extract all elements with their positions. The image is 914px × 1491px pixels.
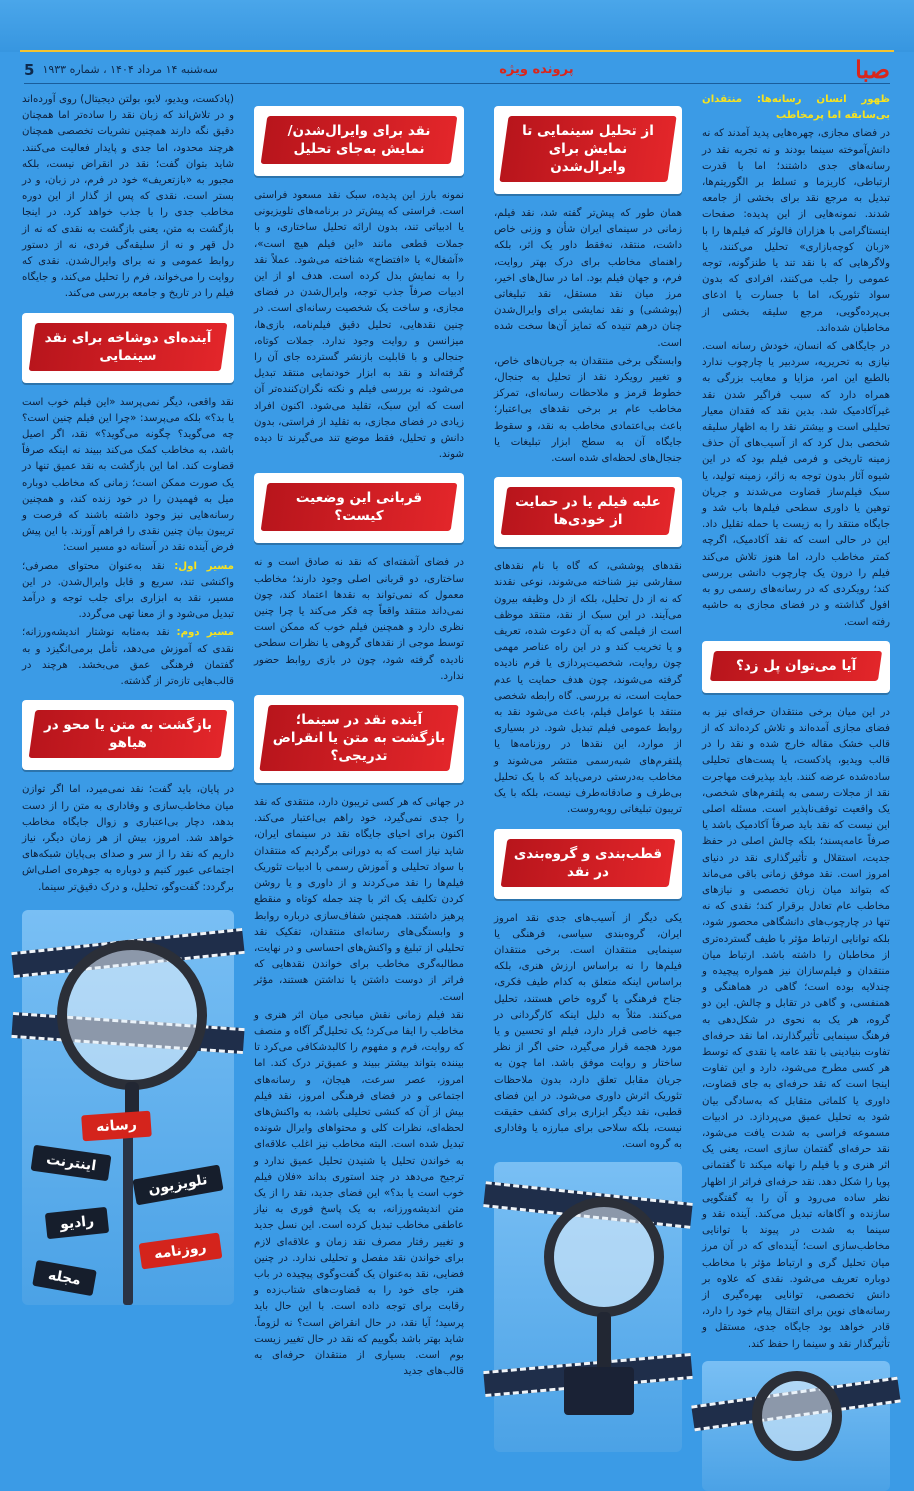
column-1 [702, 92, 891, 1350]
col4-para-2: نقد واقعی، دیگر نمی‌پرسد «این فیلم خوب است یا بد؟» بلکه می‌پرسد: «چرا این فیلم چنین است؟ چه می‌گوید؟ چگونه می‌گوید؟» نقد، اگر اصیل باشد، به مخاطب کمک می‌کند ببیند نه اینکه صرفاً قضاوت کند. اما این بازگشت به نقد عمیق تنها در یک صورت ممکن است؛ زمانی که مخاطب دوباره میل به فهمیدن را در خود زنده کند، و همچنین رسانه‌هایی نیز وجود داشته باشند که فرصت و تریبون بیان چنین نقدی را فراهم آورند. با این پیش فرض آینده نقد در آستانه دو مسیر است: [22, 396, 234, 554]
sign-newspaper: روزنامه [139, 1232, 222, 1269]
route-1 [22, 559, 234, 624]
col2-para-3: نقدهای پوششی، که گاه با نام نقدهای سفارشی نیز شناخته می‌شوند، نوعی نقدند که نه از دل تحلیل، بلکه از دل وظیفه بیرون می‌آیند. در این سبک از نقد، منتقد موظف است از فیلمی که به آن دعوت شده، تعریف و یا تخریب کند و در این راه عناصر مهمی چون روایت، شخصیت‌پردازی یا فرم نادیده گرفته می‌شوند، چون هدف حمایت یا عدم حمایت است، نه بررسی. گاه رابطه شخصی منتقد با عوامل فیلم، باعث می‌شود نقد به روابط عمومی فیلم تبدیل شود. در بسیاری از موارد، این نقدها در روزنامه‌ها یا پلتفرم‌های شبه‌رسمی منتشر می‌شوند و مخاطب به‌درستی درمی‌یابد که با یک تحلیل بی‌طرف و صادقانه‌طرف نیست، بلکه با یک تریبون تبلیغاتی روبه‌روست. [494, 561, 682, 816]
title-box-1 [494, 106, 682, 194]
signpost-pole [123, 1115, 133, 1305]
issue-date: سه‌شنبه ۱۴ مرداد ۱۴۰۴ ، شماره ۱۹۳۳ [42, 63, 218, 76]
intro-label: ظهور انسان رسانه‌ها: [756, 94, 891, 105]
sign-media: رسانه [81, 1110, 151, 1141]
magnifier-illustration-small [702, 1361, 890, 1491]
title-box-4 [254, 106, 464, 176]
col1-para-1: در فضای مجازی، چهره‌هایی پدید آمدند که نه دانش‌آموخته سینما بودند و نه تجربه نقد در رسانه‌های جدی داشتند؛ اما با قدرت ارتباطی، کاریزما و تسلط بر الگوریتم‌ها، تبدیل به مرجع نقد برای بخشی از جامعه شدند. نمونه‌هایی از این پدیده: صفحات اینستاگرامی با هزاران فالوئر که فیلم‌ها را با «زبان کوچه‌بازاری» تحلیل می‌کنند، یا ولاگرهایی که با نقد تند یا طنزگونه، توجه عمومی را جلب می‌کنند، افرادی که بدون سواد تئوریک، اما با جسارت یا ادعای بی‌پرده‌گویی، مرجع سلیقه بخشی از مخاطبان شده‌اند. [702, 128, 890, 334]
title-future-critique: آینده نقد در سینما؛ بازگشت به متن یا انقراض تدریجی؟ [259, 705, 458, 771]
route-1-label: مسیر اول: [174, 560, 234, 572]
title-cinema-viral: از تحلیل سینمایی تا نمایش برای وایرال‌شدن [499, 116, 676, 182]
title-box-2 [494, 477, 682, 547]
top-strip [0, 0, 914, 52]
intro-rest: منتقدان بی‌سابقه اما پرمخاطب [702, 94, 890, 122]
magnifier-icon [544, 1197, 664, 1317]
section-name: پرونده ویژه [499, 62, 574, 77]
title-viral-critique: نقد برای وایرال‌شدن/ نمایش به‌جای تحلیل [261, 116, 458, 164]
issue-info [24, 61, 218, 79]
page-number: 5 [24, 60, 35, 79]
column-3 [254, 92, 464, 1378]
column-4 [22, 92, 234, 1289]
col3-para-3: در جهانی که هر کسی تریبون دارد، منتقدی که نقد را جدی نمی‌گیرد، خود راهم بی‌اعتبار می‌کند. اکنون برای احیای جایگاه نقد در سینمای ایران، شاید نیاز است که به دورانی برگردیم که منتقدان با سواد تحلیلی و آموزش رسمی با ادبیات تئوریک فیلم‌ها را نقد می‌کردند و از داوری و یا روشن کردن تکلیف یک اثر با چند جمله کوتاه و منقطع پرهیز داشتند. همچنین شفاف‌سازی درباره روابط و وابستگی‌های رسانه‌ای منتقدان، تفکیک نقد تحلیلی از تبلیغ و واکنش‌های احساسی و در نهایت، مطالبه‌گری مخاطب برای خواندن نقدهایی که فراتر از دوست داشتن یا نداشتن هستند، مؤثر است. [254, 797, 464, 1003]
laptop-icon [564, 1367, 634, 1415]
laptop-illustration [494, 1162, 682, 1452]
col1-para-2: در جایگاهی که انسان، خودش رسانه است. نیازی به تحریریه، سردبیر یا چارچوب ندارد بالطبع این امر، مزایا و معایب بزرگی به همراه دارد که سبب فراگیر شدن نقد غیرآکادمیک شد. بدین نقد که فقدان معیار تحلیلی است و بیشتر نقد را به اظهار سلیقه شخصی بدل کرد که از آسیب‌های آن حذف زمینه تاریخی و فرمی فیلم بود که در این شیوه آثار بدون توجه به زائر، زمینه تولید، یا سبک فیلم‌ساز قضاوت می‌شدند و جریان توهین یا داوری سطحی فیلم‌ها باب شد و جایگاه منتقد را به زیست یا حمله تقلیل داد. این در حالی است که نقد آکادمیک، اگرچه کمتر مخاطب دارد، اما هنوز تلاش می‌کند فیلم را درون یک چارچوب دانشی بررسی کند؛ رویکردی که در رسانه‌های رسمی رو به افول گذاشته و در فضای مجازی به حاشیه رفته است. [702, 341, 890, 628]
header-right [855, 55, 890, 84]
route-2-text: نقد به‌مثابه نوشتار اندیشه‌ورزانه؛ نقدی که آموزش می‌دهد، تأمل برمی‌انگیزد و به گفتمان فرهنگی عمق می‌بخشد. هرچند در قالب‌هایی تازه‌تر از گذشته. [22, 627, 234, 688]
col2-para-2: وابستگی برخی منتقدان به جریان‌های خاص، و تغییر رویکرد نقد از تحلیل به جنجال، خطوط قرمز و ملاحظات رسانه‌ای، تمرکز مخاطب عام بر برخی نقدهای بی‌اعتبار؛ باعث بی‌اعتمادی مخاطب به نقد، و سقوط جایگاه آن به سطح ابزار تبلیغات یا جنجال‌های لحظه‌ای شده است. [494, 355, 682, 465]
title-bridge-box [702, 641, 890, 693]
sign-internet: اینترنت [31, 1144, 112, 1181]
title-victim: قربانی این وضعیت کیست؟ [261, 483, 458, 531]
signpost-illustration [22, 910, 234, 1305]
sign-radio: رادیو [45, 1207, 109, 1239]
col1-para-3: در این میان برخی منتقدان حرفه‌ای نیز به فضای مجازی آمده‌اند و تلاش کرده‌اند که از قالب خشک مقاله خارج شده و نقد را در قالب ویدیو، پادکست، یا پست‌های تحلیلی ساده‌شده عرضه کنند. باید بپذیرفت مهاجرت نقد از مجلات رسمی به پلتفرم‌های شخصی، یک واقعیت توقف‌ناپذیر است. مسئله اصلی این نیست که نقد باید صرفاً آکادمیک باشد یا صرفاً عامه‌پسند؛ بلکه چالش اصلی در حفظ جدیت، استقلال و تأثیرگذاری نقد در دنیای امروز است. نقد موفق زمانی باقی می‌ماند که بتواند میان زبان تخصصی و نیازهای مخاطب عام تعادل برقرار کند؛ نقدی که نه تنها در چارچوب‌های دانشگاهی محصور شود، بلکه توانایی ارتباط مؤثر با طیف گسترده‌تری از مخاطبان را داشته باشد. ارتباط میان منتقدان و فیلم‌سازان نیز همواره پیچیده و چندلایه بوده است؛ گاهی در هماهنگی و همنفسی، و گاهی در تقابل و چالش. این دو گروه، هر یک به نحوی در شکل‌دهی به فرهنگ سینمایی تأثیرگذارند، اما نقد حرفه‌ای تفاوت بنیادینی با نقد عامه یا نقدی که توسط هر کسی مطرح می‌شود، دارد و این تفاوت اینجا است که نقد حرفه‌ای به جای قضاوت، داوری یا کلماتی متقابل که به‌سادگی بیان شود به تحلیل عمیق می‌پردازد. در ادبیات مسموعه فراسی به شدت یافت می‌شود، نقد حرفه‌ای گفتمان سازی است، یعنی یک اثر هنری و یا فیلم را نهانه میکند تا گفتمانی پویا را شکل دهد. نقد حرفه‌ای فراتر از اظهار نظر ساده می‌رود و آن را به گفتگویی سازنده و آگاهانه تبدیل می‌کند. آینده نقد و سینما به شدت در پیوند با توانایی مخاطب‌سازی است؛ آینده‌ای که در آن مرز میان تحلیل گری و ارتباط مؤثر با مخاطب دوباره تعریف می‌شود. نقدی که علاوه بر دانش تخصصی، توانایی بهره‌گیری از رسانه‌های نوین برای انتقال پیام خود را دارد، قادر خواهد بود جایگاه جدی، مستقل و تأثیرگذار نقد و سینما را حفظ کند. [702, 706, 890, 1350]
logo: صبا [855, 55, 890, 84]
title-box-6 [254, 695, 464, 783]
title-box-8 [22, 700, 234, 770]
sign-tv: تلویزیون [132, 1164, 223, 1205]
title-return-to-text: بازگشت به متن یا محو در هیاهو [29, 710, 228, 758]
intro-line [702, 92, 890, 124]
title-against-film: علیه فیلم یا در حمایت از خودی‌ها [501, 487, 676, 535]
magnifier-icon [57, 940, 207, 1090]
col3-para-4: نقد فیلم زمانی نقش میانجی میان اثر هنری و مخاطب را ایفا می‌کرد؛ یک تحلیل‌گر آگاه و منصف که روایت، فرم و مفهوم را کالبدشکافی می‌کرد تا بیننده بتواند بیشتر ببیند و عمیق‌تر درک کند. اما امروز، عصر سرعت، هیجان، و رسانه‌های اجتماعی و در فضای فرهنگی امروز، نقد فیلم بیش از آن که کنشی تحلیلی باشد، به واکنش‌های لحظه‌ای، نظرات کلی و محتواهای وایرال شونده تبدیل شده است. البته مخاطب نیز اغلب علاقه‌ای به خواندن تحلیل یا شنیدن تحلیل عمیق ندارد و ترجیح می‌دهد در چند استوری بداند «فلان فیلم خوب است یا بد؟» این فضای جدید، نقد را از یک متن اندیشه‌ورزانه، به یک پاسخ فوری به نیاز عاطفی مخاطب تبدیل کرده است. این نسل جدید و تغییر رفتار مصرف نقد زمان و علاقه‌ای لازم برای خواندن نقد مفصل و تحلیلی ندارد. در چنین فضایی، نقد به‌عنوان یک گفت‌وگوی پیچیده در باب هنر، جای خود را به قضاوت‌های شتاب‌زده و رقابت برای توجه داده است. با این حال باید پرسید؛ آیا نقد، در حال انقراض است؟ نه لزوماً. شاید بهتر باشد بگوییم که نقد در حال تغییر زیست بوم است. بسیاری از منتقدان حرفه‌ای به قالب‌های جدید [254, 1009, 464, 1378]
magnifier-icon [752, 1371, 842, 1461]
title-two-branches: آینده‌ای دوشاخه برای نقد سینمایی [29, 323, 228, 371]
col2-para-1: همان طور که پیش‌تر گفته شد، نقد فیلم، زمانی در سینمای ایران شأن و وزنی خاص داشت، منتقد، نه‌فقط داور یک اثر، بلکه راهنمای مخاطب برای درک بهتر روایت، فرم، و جهان فیلم بود. اما در سال‌های اخیر، مرز میان نقد مستقل، نقد تبلیغاتی (پوششی) و نقد نمایشی برای وایرال‌شدن چنان درهم تنیده که تمایز آن‌ها سخت شده است. [494, 208, 682, 349]
col4-para-1: (پادکست، ویدیو، لایو، بولتن دیجیتال) روی آورده‌اند و در تلاش‌اند که زبان نقد را ساده‌تر اما همچنان دقیق نگه دارند همچنین نشریات تخصصی همچنان هرچند محدود، اما جدی و پایدار فعالیت می‌کنند. شاید بتوان گفت؛ نقد در انقراض نیست، بلکه مجبور به «بازتعریف» خود در فرم، در زبان، و در بستر است. نقدی که پس از گذار از این دوره مخاطب جدی را با جذب خواهد کرد. در اینجا بازگشت به متن، یعنی بازگشت به نقدی که نه از دل قهر و نه از سلیقه‌گی فردی، نه از دستور روابط عمومی و نه برای وایرال‌شدن. نقدی که روایت را می‌خواند، فرم را تحلیل می‌کند، و جایگاه فیلم را در تاریخ و جامعه بررسی می‌کند. [22, 94, 234, 300]
title-box-7 [22, 313, 234, 383]
route-2-label: مسیر دوم: [176, 627, 234, 639]
col4-para-3: در پایان، باید گفت؛ نقد نمی‌میرد، اما اگر توازن میان مخاطب‌سازی و وفاداری به متن را از دست بدهد، دچار بی‌اعتباری و زوال جایگاه مخاطب خواهد شد. امروز، بیش از هر زمان دیگر، نیاز داریم که نقد را از سر و صدای بی‌پایان شبکه‌های اجتماعی عبور کنیم و دوباره به جوهره‌ی اصلی‌اش برگردد: گفت‌وگو، تحلیل، و درک دقیق‌تر سینما. [22, 784, 234, 893]
route-1-text: نقد به‌عنوان محتوای مصرفی؛ واکنشی تند، سریع و قابل وایرال‌شدن. در این مسیر، نقد به ابزاری برای جلب توجه و درآمد تبدیل می‌شود و از معنا تهی می‌گردد. [22, 560, 234, 621]
title-bridge: آیا می‌توان پل زد؟ [710, 651, 882, 681]
route-2 [22, 625, 234, 690]
title-box-5 [254, 473, 464, 543]
title-polarization: قطب‌بندی و گروه‌بندی در نقد [501, 839, 676, 887]
col3-para-1: نمونه بارز این پدیده، سبک نقد مسعود فراستی است. فراستی که پیش‌تر در برنامه‌های تلویزیونی یا ادبیاتی تند، بدون ارائه تحلیل ساختاری، و با جملات قطعی مانند «این فیلم هیچ است»، «آشغال» یا «افتضاح» شناخته می‌شود. عملاً نقد را به نمایش بدل کرده است. هدف او از این ادبیات صرفاً جذب توجه، وایرال‌شدن در فضای مجازی، و ساخت یک شخصیت رسانه‌ای است. در چنین نقدهایی، تحلیل دقیق فیلم‌نامه، بازی‌ها، میزانسن و روایت وجود ندارد. جملات کوتاه، جنجالی و با قابلیت بازنشر گسترده جای آن را گرفته‌اند و نقد به ابزار خودنمایی منتقد تبدیل می‌شود. نه بررسی فیلم و نکته نگران‌کننده‌تر آن است که این سبک، تقلید می‌شود. اکنون افراد زیادی در فضای مجازی، به تقلید از فراستی، بدون دانش و تحلیل، فقط موضع تند می‌گیرند تا دیده شوند. [254, 190, 464, 461]
col2-para-4: یکی دیگر از آسیب‌های جدی نقد امروز ایران، گروه‌بندی سیاسی، فرهنگی یا سینمایی منتقدان است. برخی منتقدان فیلم‌ها را نه براساس ارزش هنری، بلکه براساس اینکه متعلق به کدام طیف فکری، جناح فرهنگی یا گروه خاص هستند، تحلیل می‌کنند. مثلاً به دلیل اینکه کارگردانی در جبهه خاصی قرار دارد، فیلم او تحسین و یا مورد هجمه قرار می‌گیرد، حتی اگر از نظر ساختار و روایت موفق باشد. اما چون به جریان مقابل تعلق دارد، بدون ملاحظات تئوریک اثرش داوری می‌شود. در این فضای قطبی، نقد دیگر ابزاری برای کشف حقیقت نیست، بلکه سلاحی برای مبارزه یا وفاداری به گروه است. [494, 912, 682, 1151]
page-header [24, 56, 890, 84]
sign-magazine: مجله [32, 1260, 97, 1296]
column-2 [494, 92, 682, 1264]
title-box-3 [494, 829, 682, 899]
col3-para-2: در فضای آشفته‌ای که نقد نه صادق است و نه ساختاری، دو قربانی اصلی وجود دارند؛ مخاطب معمول که نمی‌تواند به نقدها اعتماد کند، چون نمی‌داند منتقد واقعاً چه فکر می‌کند یا چرا چنین نظری دارد و همچنین فیلم خوب که ممکن است توسط موجی از نقدهای گروهی یا نظرات سطحی نادیده گرفته شود، چون در بازی روابط حضور ندارد. [254, 557, 464, 682]
